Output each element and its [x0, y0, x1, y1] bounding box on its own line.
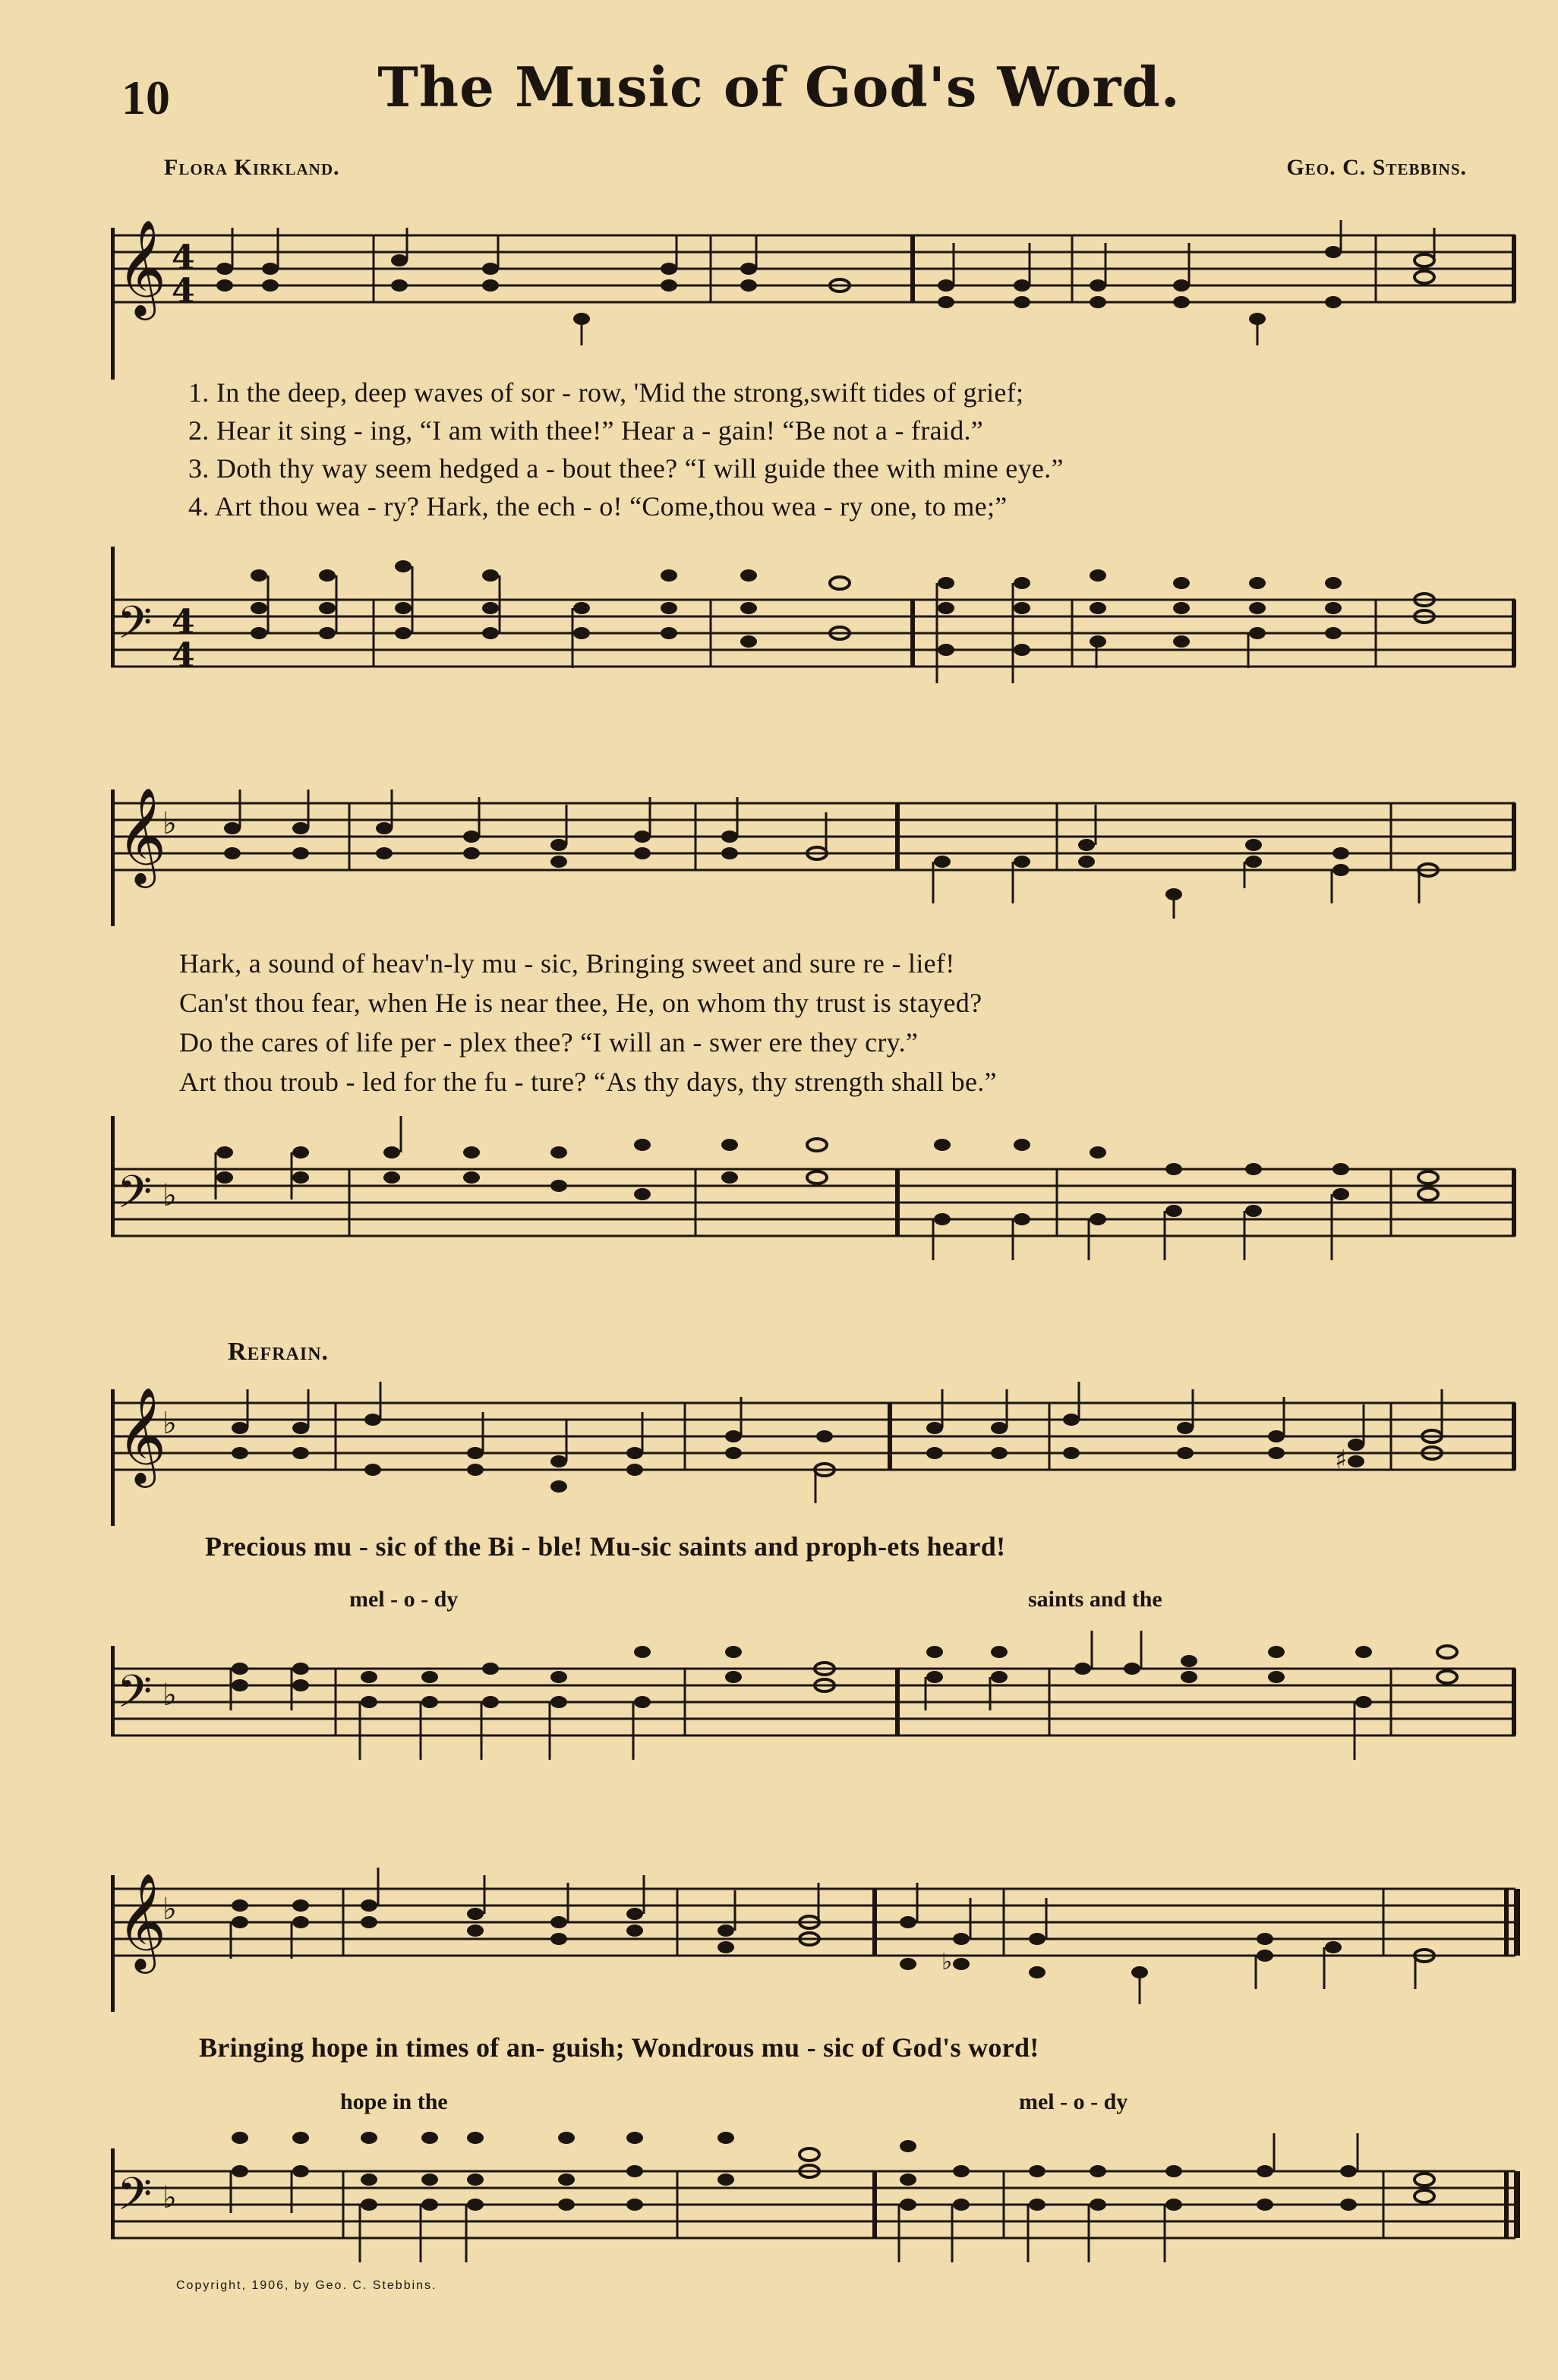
composer-credit: Geo. C. Stebbins.: [1286, 155, 1467, 180]
svg-text:♭: ♭: [162, 2180, 177, 2215]
svg-text:𝄞: 𝄞: [117, 1872, 167, 1969]
verse-2-line-2: Can'st thou fear, when He is near thee, He, on whom thy trust is stayed?: [179, 988, 982, 1018]
svg-text:4: 4: [172, 636, 195, 675]
bass-system-1: [111, 547, 1522, 683]
refrain-system-2: [111, 1860, 1522, 2012]
svg-text:4: 4: [172, 272, 195, 311]
refrain-treble-staff-2: [111, 1860, 1522, 2012]
music-system-2: [111, 774, 1522, 926]
hymn-title: The Music of God's Word.: [377, 55, 1181, 119]
refrain-treble-staff-1: [111, 1374, 1522, 1526]
bass-staff-2: [111, 1116, 1522, 1275]
svg-text:♭: ♭: [162, 806, 177, 841]
svg-text:♭: ♭: [162, 1892, 177, 1927]
refrain-system-1: [111, 1374, 1522, 1526]
treble-staff-1: [111, 220, 1522, 380]
refrain-bass-text-2a: hope in the: [340, 2089, 448, 2114]
svg-text:𝄢: 𝄢: [117, 596, 153, 660]
verse-1-line-2: Hark, a sound of heav'n-ly mu - sic, Bringing sweet and sure re - lief!: [179, 948, 955, 979]
music-system-1: [111, 220, 1522, 380]
refrain-bass-staff-2: [111, 2118, 1522, 2278]
copyright-notice: Copyright, 1906, by Geo. C. Stebbins.: [176, 2279, 437, 2292]
svg-text:𝄞: 𝄞: [117, 220, 167, 316]
svg-text:𝄢: 𝄢: [117, 1165, 153, 1229]
bass-staff-1: [111, 547, 1522, 683]
svg-text:♭: ♭: [162, 1406, 177, 1441]
svg-text:♭: ♭: [162, 1678, 177, 1713]
refrain-bass-system-1: [111, 1616, 1522, 1775]
svg-text:♯: ♯: [1335, 1445, 1348, 1475]
refrain-bass-staff-1: [111, 1616, 1522, 1775]
treble-staff-2: [111, 774, 1522, 926]
refrain-bass-text-1b: saints and the: [1028, 1587, 1162, 1612]
svg-text:𝄢: 𝄢: [117, 2167, 153, 2231]
refrain-line-1: Precious mu - sic of the Bi - ble! Mu-sic saints and proph-ets heard!: [205, 1531, 1006, 1562]
lyricist-credit: Flora Kirkland.: [164, 155, 340, 180]
verse-2-line-1: 2. Hear it sing - ing, “I am with thee!” Hear a - gain! “Be not a - fraid.”: [188, 415, 984, 446]
verse-3-line-2: Do the cares of life per - plex thee? “I will an - swer ere they cry.”: [179, 1027, 919, 1058]
svg-text:♭: ♭: [941, 1949, 953, 1975]
svg-text:𝄞: 𝄞: [117, 787, 167, 884]
page-number: 10: [121, 71, 170, 125]
refrain-line-2: Bringing hope in times of an- guish; Wondrous mu - sic of God's word!: [199, 2032, 1039, 2063]
refrain-label: Refrain.: [228, 1338, 330, 1366]
svg-text:𝄞: 𝄞: [117, 1386, 167, 1483]
svg-text:♭: ♭: [162, 1178, 177, 1213]
verse-3-line-1: 3. Doth thy way seem hedged a - bout thee? “I will guide thee with mine eye.”: [188, 453, 1064, 484]
svg-text:4: 4: [172, 603, 195, 641]
refrain-bass-text-2b: mel - o - dy: [1019, 2089, 1128, 2114]
svg-text:𝄢: 𝄢: [117, 1665, 153, 1729]
verse-1-line-1: 1. In the deep, deep waves of sor - row, 'Mid the strong,swift tides of grief;: [188, 377, 1024, 408]
refrain-bass-system-2: [111, 2118, 1522, 2278]
bass-system-2: [111, 1116, 1522, 1275]
svg-text:4: 4: [172, 238, 195, 277]
verse-4-line-1: 4. Art thou wea - ry? Hark, the ech - o! “Come,thou wea - ry one, to me;”: [188, 491, 1008, 522]
refrain-bass-text-1a: mel - o - dy: [349, 1587, 459, 1612]
verse-4-line-2: Art thou troub - led for the fu - ture? “As thy days, thy strength shall be.”: [179, 1067, 997, 1097]
